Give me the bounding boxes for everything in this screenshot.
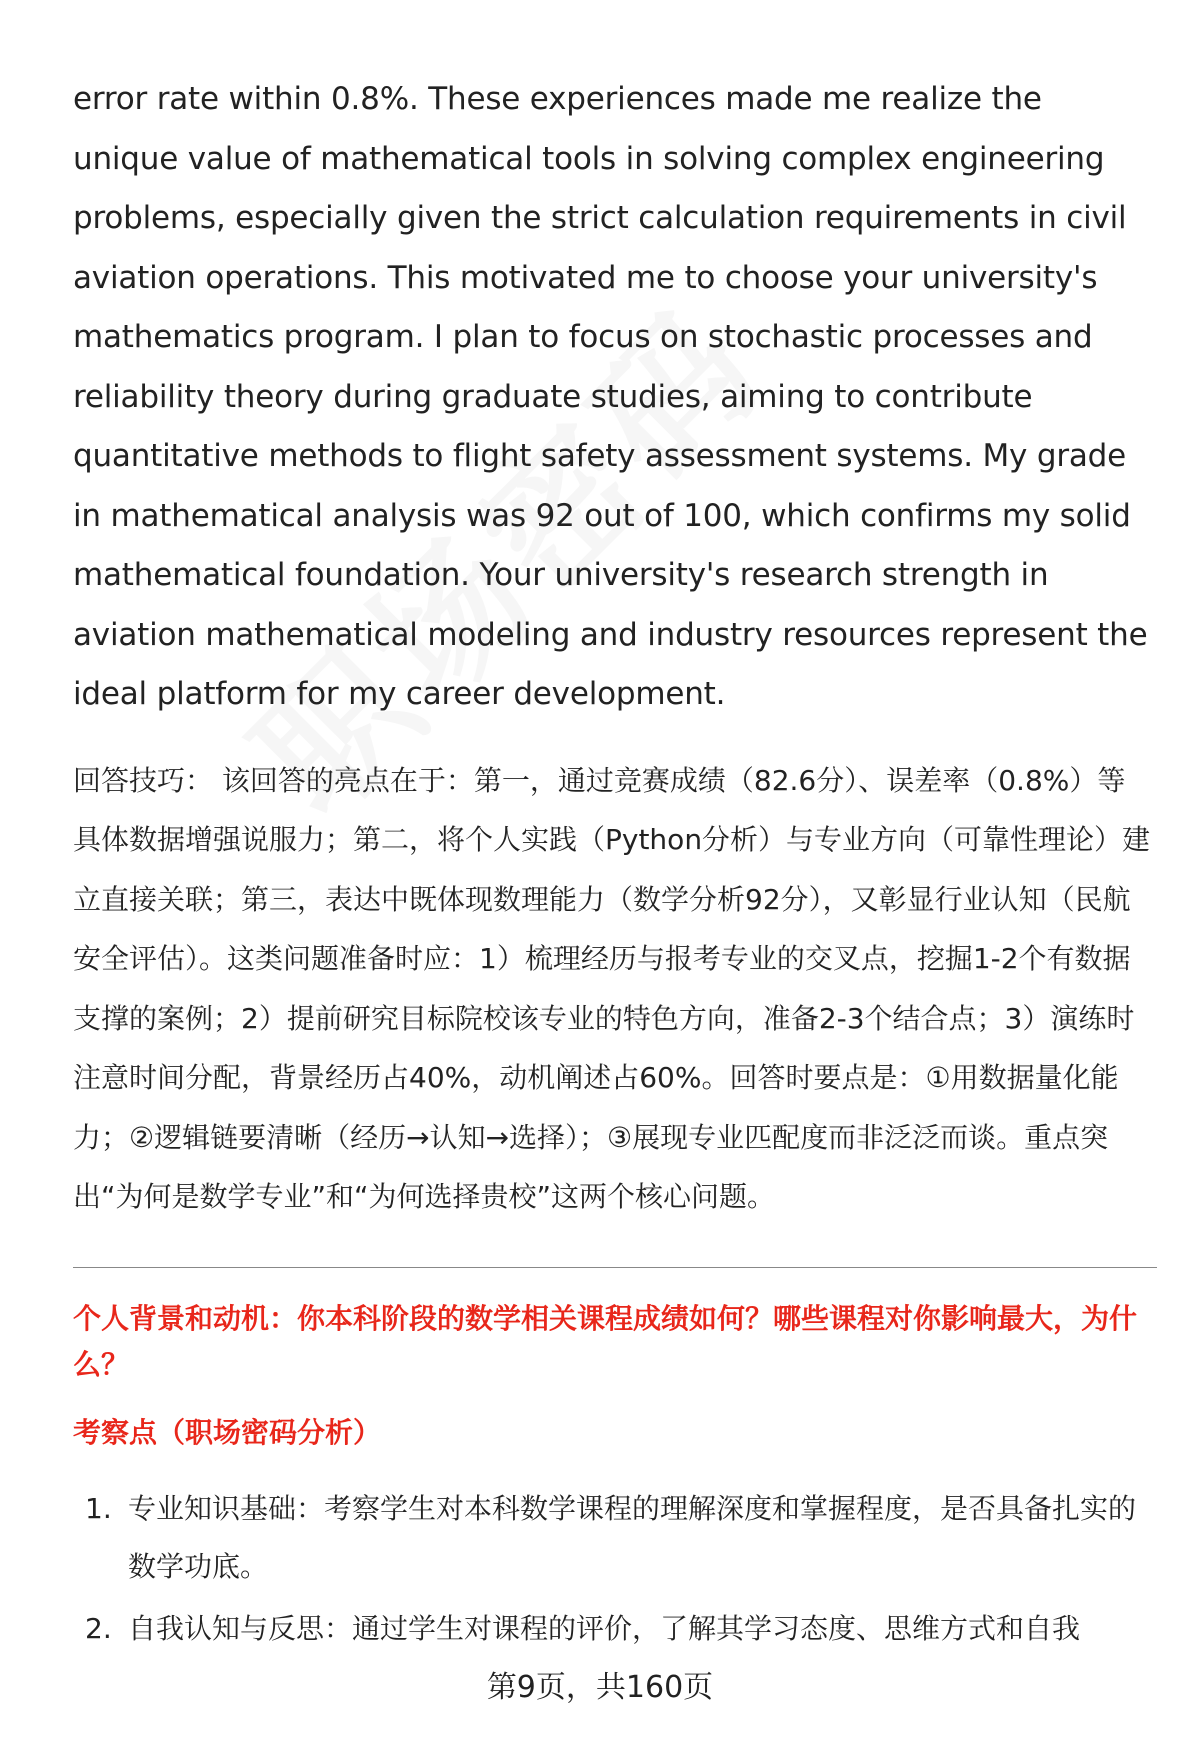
analysis-heading: 考察点（职场密码分析） [73, 1415, 382, 1449]
analysis-point-list [73, 1480, 1153, 1658]
answer-tips-paragraph: 回答技巧： 该回答的亮点在于：第一，通过竞赛成绩（82.6分）、误差率（0.8%）等具体数据增强说服力；第二，将个人实践（Python分析）与专业方向（可靠性理论）建立直接关联；第三，表达中既体现数理能力（数学分析92分），又彰显行业认知（民航安全评估）。这类问题准备时应：1）梳理经历与报考专业的交叉点，挖掘1-2个有数据支撑的案例；2）提前研究目标院校该专业的特色方向，准备2-3个结合点；3）演练时注意时间分配，背景经历占40%，动机阐述占60%。回答时要点是：①用数据量化能力；②逻辑链要清晰（经历→认知→选择）；③展现专业匹配度而非泛泛而谈。重点突出“为何是数学专业”和“为何选择贵校”这两个核心问题。 [73, 763, 1151, 1213]
list-item [73, 1600, 1153, 1658]
page-number-footer: 第9页，共160页 [486, 1670, 714, 1705]
english-answer-paragraph: error rate within 0.8%. These experiences made me realize the unique value of mathematical tools in solving complex engineering problems, especially given the strict calculation requirements in civil aviation operations. This motivated me to choose your university's mathematics program. I plan to focus on stochastic processes and reliability theory during graduate studies, aiming to contribute quantitative methods to flight safety assessment systems. My grade in mathematical analysis was 92 out of 100, which confirms my solid mathematical foundation. Your university's research strength in aviation mathematical modeling and industry resources represent the ideal platform for my career development. [73, 81, 1148, 712]
list-item-number: 2. [85, 1611, 112, 1645]
question-heading: 个人背景和动机：你本科阶段的数学相关课程成绩如何？哪些课程对你影响最大，为什么？ [73, 1301, 1138, 1381]
list-item-text: 专业知识基础：考察学生对本科数学课程的理解深度和掌握程度，是否具备扎实的数学功底。 [128, 1491, 1137, 1583]
list-item [73, 1480, 1153, 1596]
section-divider [73, 1267, 1157, 1268]
document-page [73, 70, 1153, 1662]
list-item-text: 自我认知与反思：通过学生对课程的评价，了解其学习态度、思维方式和自我 [128, 1611, 1081, 1645]
list-item-number: 1. [85, 1491, 112, 1525]
